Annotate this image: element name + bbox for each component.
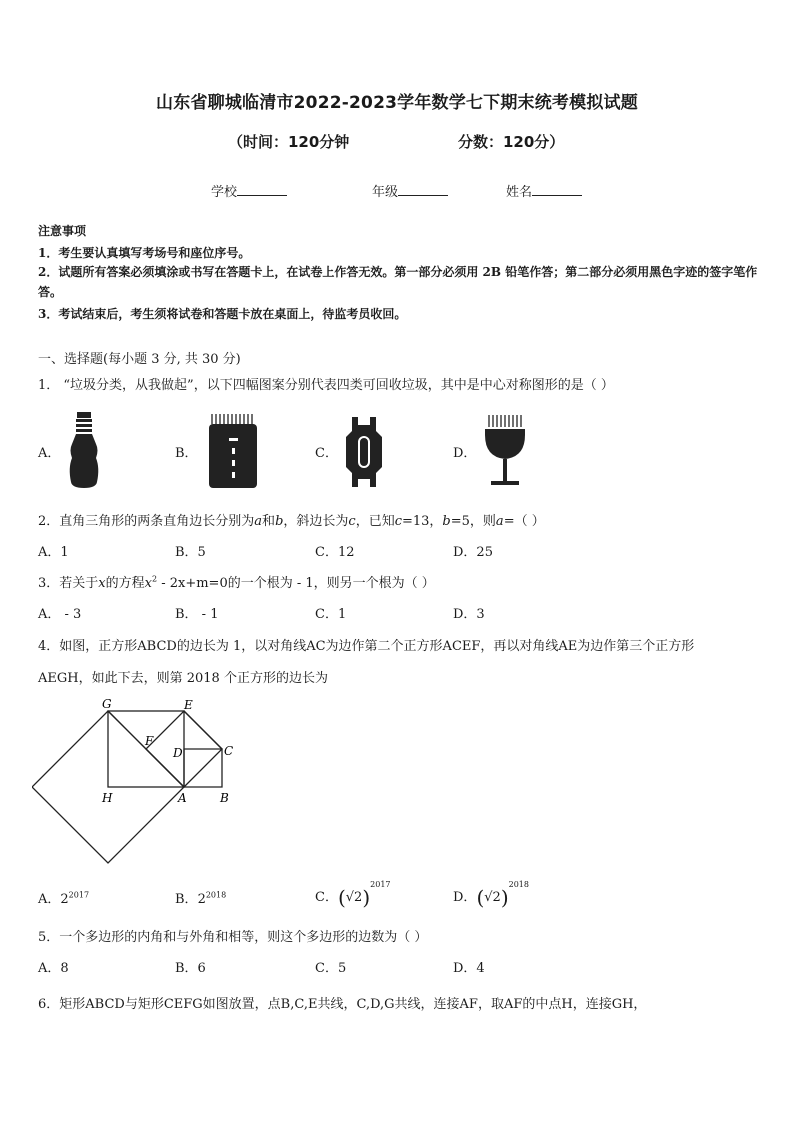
q1-option-d: D． <box>453 446 477 461</box>
q4-opt-d-base: √2 <box>484 890 501 905</box>
q2-option-a: A．1 <box>38 545 69 560</box>
q3-text-2: 的方程 <box>105 576 145 591</box>
q2-option-b: B．5 <box>175 545 206 560</box>
glass-icon <box>483 413 527 489</box>
question-1-stem: 1． “垃圾分类，从我做起”，以下四幅图案分别代表四类可回收垃圾，其中是中心对称图形的是（ ） <box>38 378 614 393</box>
q5-option-c: C．5 <box>315 961 347 976</box>
q3-option-c: C．1 <box>315 607 347 622</box>
label-b: B <box>220 791 229 805</box>
q3-text-3: 的一个根为 - 1，则另一个根为（ ） <box>227 576 435 591</box>
q4-opt-a-base: 2 <box>60 892 69 907</box>
label-h: H <box>102 791 113 805</box>
school-label: 学校 <box>211 185 238 200</box>
q4-opt-c-base: √2 <box>345 890 363 905</box>
wrench-icon <box>344 415 384 489</box>
grade-blank[interactable] <box>398 183 448 196</box>
q2-cond-c-val: =13， <box>401 514 443 529</box>
q4-option-c: C．$(√2)^{2017}$ <box>315 880 391 910</box>
bottle-icon <box>66 410 102 490</box>
q2-text-1: 2．直角三角形的两条直角边长分别为 <box>38 514 255 529</box>
q3-eq-rest: - 2x+m=0 <box>157 576 228 591</box>
school-blank[interactable] <box>237 183 287 196</box>
question-4-line-1: 4．如图，正方形ABCD的边长为 1，以对角线AC为边作第二个正方形ACEF，再以对角线AE为边作第三个正方形 <box>38 639 695 654</box>
exam-score: 分数：120分） <box>458 133 565 151</box>
q2-option-c: C．12 <box>315 545 355 560</box>
q4-squares-figure <box>32 698 242 866</box>
q4-opt-d-exp: 2018 <box>508 880 529 889</box>
grade-field[interactable] <box>372 181 448 200</box>
section-title: 一、选择题(每小题 3 分, 共 30 分) <box>38 352 241 367</box>
question-4-line-2: AEGH，如此下去，则第 2018 个正方形的边长为 <box>38 671 328 686</box>
grade-label: 年级 <box>372 185 399 200</box>
q4-option-d: D．$(√2)^{2018}$ <box>453 880 529 910</box>
q4-opt-a-label: A． <box>38 892 61 907</box>
question-3-stem: 3．若关于x的方程$x^2 - 2x+m=0$的一个根为 - 1，则另一个根为（ ） <box>38 574 435 591</box>
q2-option-d: D．25 <box>453 545 493 560</box>
q4-option-a <box>38 888 89 907</box>
q1-option-b: B． <box>175 446 198 461</box>
q2-cond-c: c <box>394 514 402 529</box>
q2-text-5: =（ ） <box>503 514 545 529</box>
q4-option-b <box>175 888 226 907</box>
note-item-1: 1．考生要认真填写考场号和座位序号。 <box>38 246 251 260</box>
q4-opt-b-label: B． <box>175 892 198 907</box>
label-d: D <box>173 746 183 760</box>
q2-var-a: a <box>254 514 263 529</box>
q4-opt-a-exp: 2017 <box>68 890 90 900</box>
q3-option-a: A． - 3 <box>38 607 82 622</box>
q3-text-1: 3．若关于 <box>38 576 99 591</box>
q1-option-a: A． <box>38 446 61 461</box>
q5-option-d: D．4 <box>453 961 485 976</box>
name-field[interactable] <box>506 181 582 200</box>
label-e: E <box>184 698 193 712</box>
q2-var-b: b <box>275 514 284 529</box>
q2-ask-a: a <box>495 514 504 529</box>
q4-opt-c-exp: 2017 <box>370 880 391 889</box>
q3-eq-x: x <box>144 576 152 591</box>
question-5-stem: 5．一个多边形的内角和与外角和相等，则这个多边形的边数为（ ） <box>38 930 428 945</box>
q2-text-3: ，斜边长为 <box>283 514 349 529</box>
q5-option-b: B．6 <box>175 961 206 976</box>
label-a: A <box>178 791 187 805</box>
q1-option-c: C． <box>315 446 338 461</box>
question-2-stem <box>38 510 545 529</box>
q3-var-x: x <box>98 576 106 591</box>
q4-opt-c-label: C． <box>315 890 338 905</box>
q2-text-4: ，已知 <box>355 514 395 529</box>
page-title: 山东省聊城临清市2022-2023学年数学七下期末统考模拟试题 <box>156 93 638 113</box>
q3-option-d: D．3 <box>453 607 485 622</box>
q2-cond-b: b <box>442 514 451 529</box>
label-g: G <box>102 698 112 711</box>
note-item-2: 2．试题所有答案必须填涂或书写在答题卡上，在试卷上作答无效。第一部分必须用 2B 铅笔作答；第二部分必须用黑色字迹的签字笔作答。 <box>38 265 758 299</box>
box-icon <box>207 412 259 490</box>
name-label: 姓名 <box>506 185 533 200</box>
q4-opt-b-base: 2 <box>197 892 206 907</box>
label-f: F <box>145 734 154 748</box>
q3-option-b: B． - 1 <box>175 607 219 622</box>
notes-heading: 注意事项 <box>38 224 87 238</box>
label-c: C <box>224 744 234 758</box>
q5-option-a: A．8 <box>38 961 69 976</box>
exam-time: （时间：120分钟 <box>228 133 350 151</box>
note-item-3: 3．考试结束后，考生须将试卷和答题卡放在桌面上，待监考员收回。 <box>38 307 407 321</box>
q2-text-2: 和 <box>262 514 276 529</box>
question-6-stem: 6．矩形ABCD与矩形CEFG如图放置，点B,C,E共线，C,D,G共线，连接AF，取AF的中点H，连接GH， <box>38 997 647 1012</box>
name-blank[interactable] <box>532 183 582 196</box>
q4-opt-d-label: D． <box>453 890 477 905</box>
school-field[interactable] <box>211 181 287 200</box>
q4-opt-b-exp: 2018 <box>205 890 227 900</box>
q2-var-c: c <box>348 514 356 529</box>
q2-cond-b-val: =5，则 <box>450 514 496 529</box>
